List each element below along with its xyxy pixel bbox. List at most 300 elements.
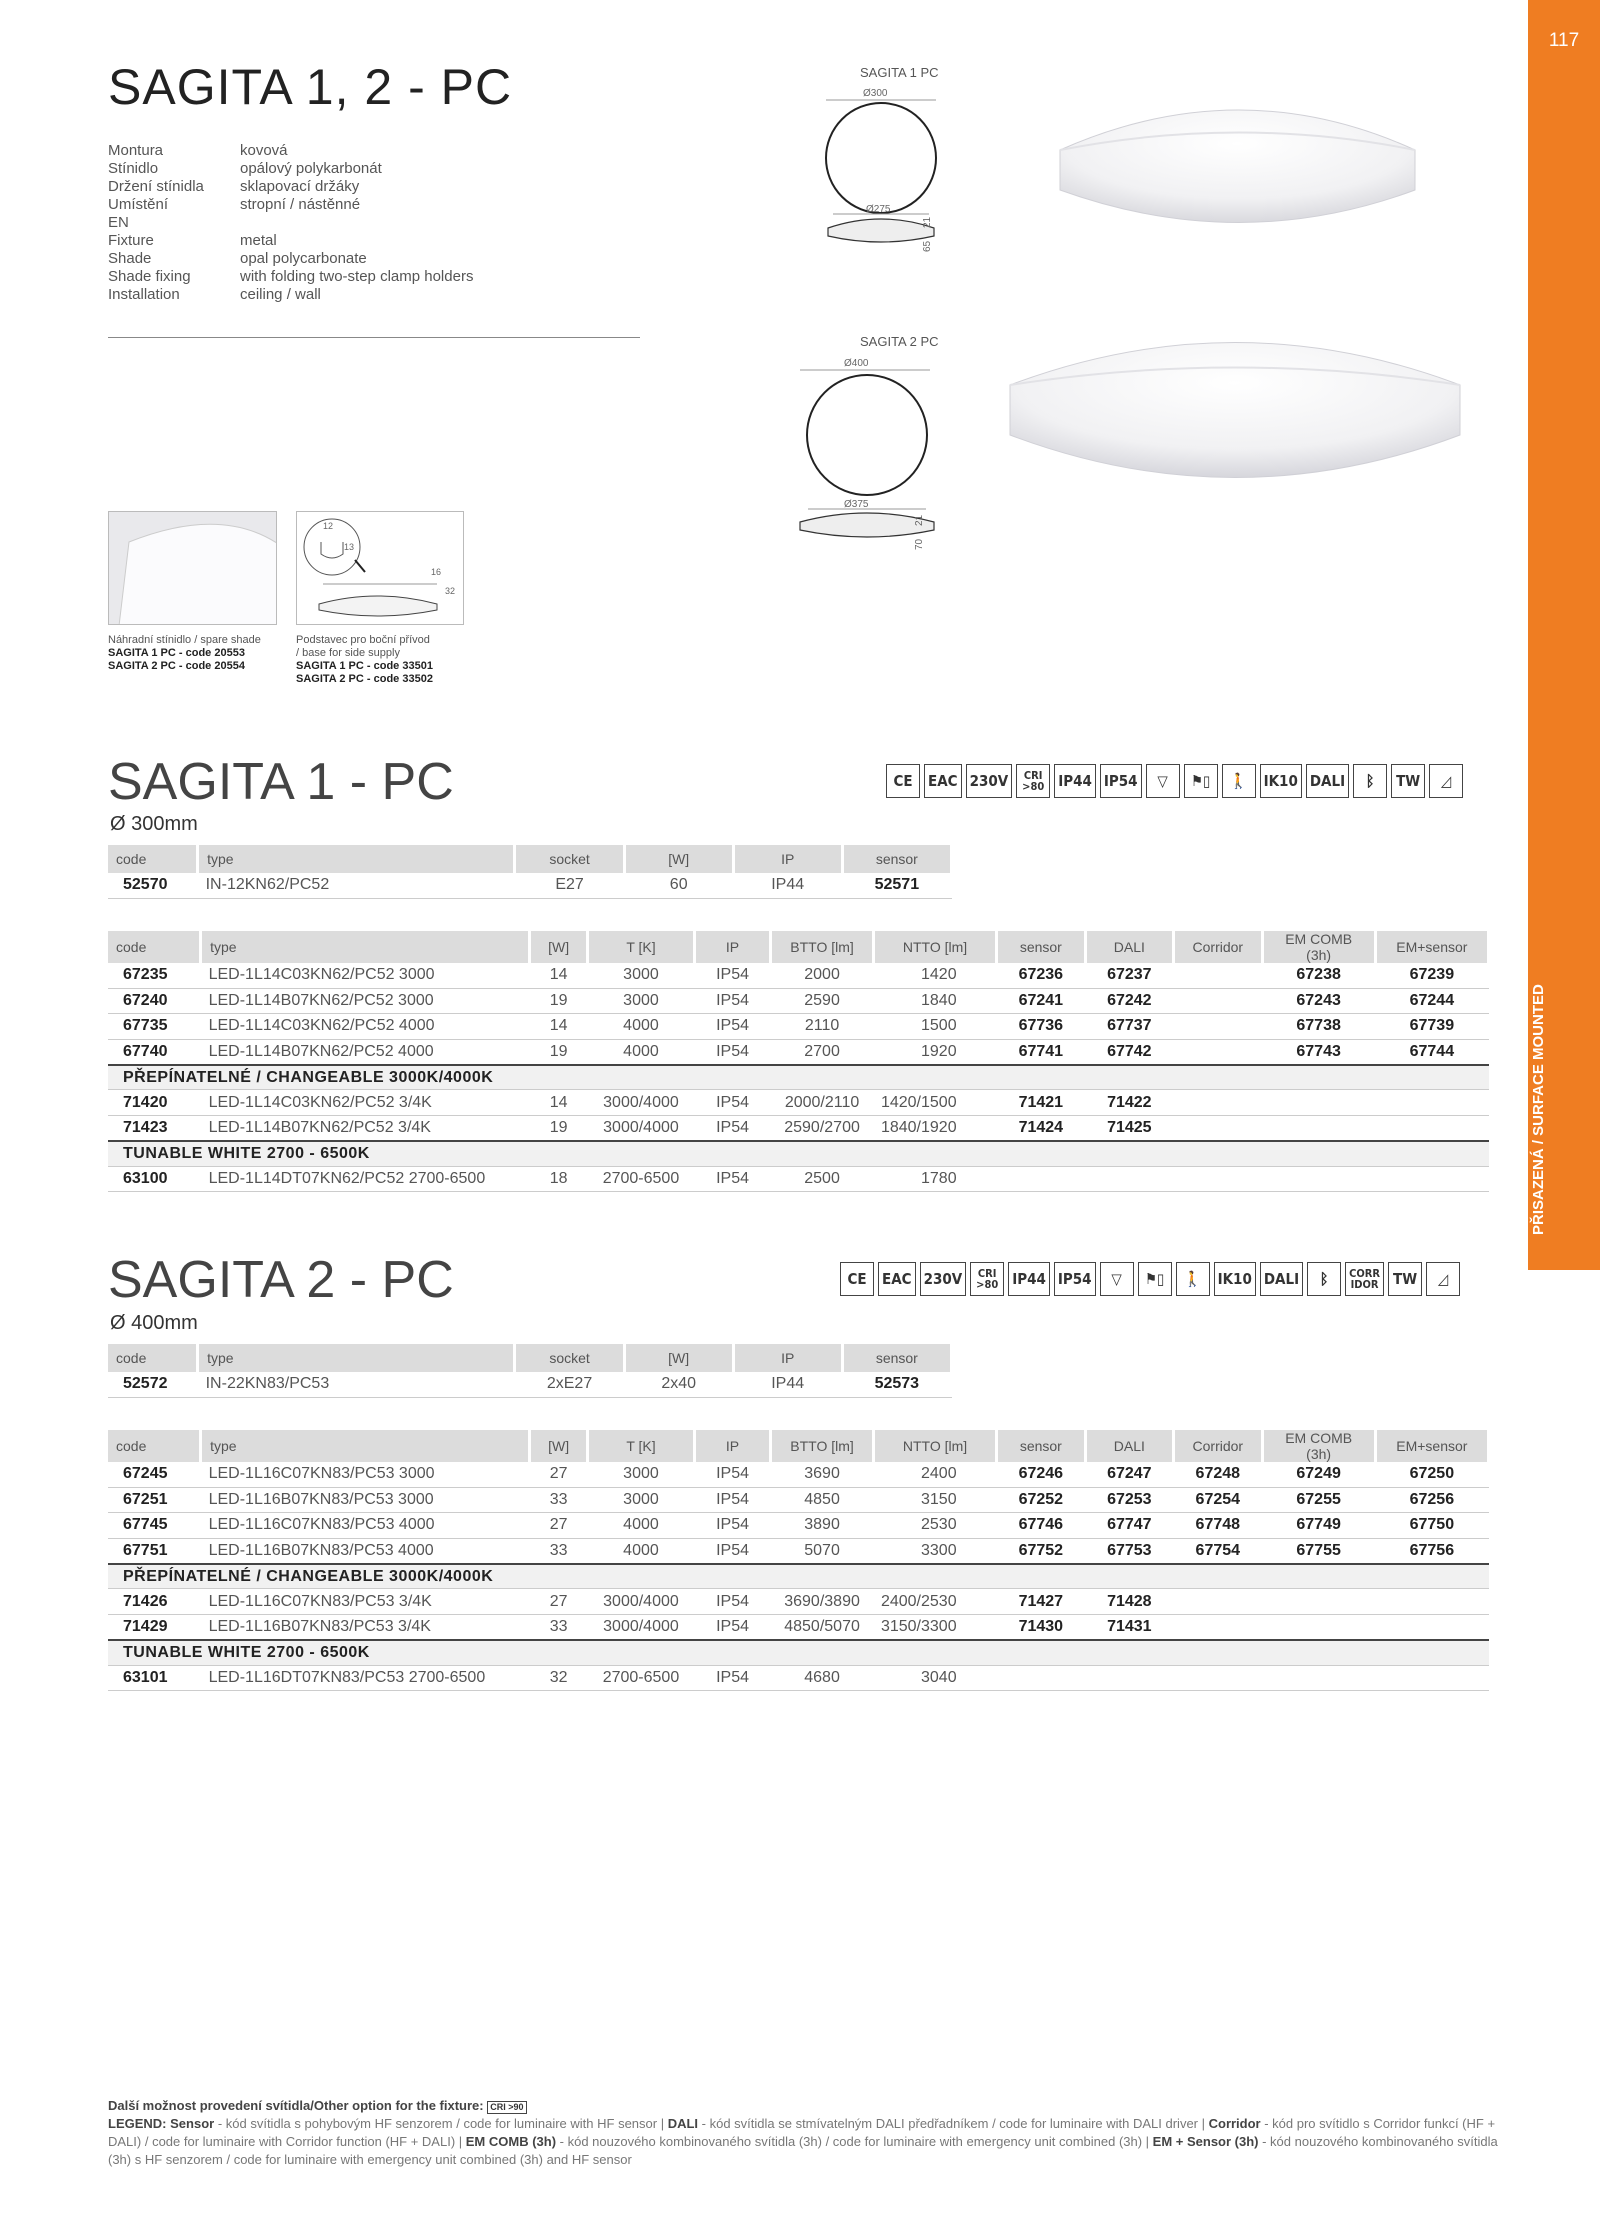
table-cell: [1174, 1589, 1262, 1614]
table-cell: 1500: [874, 1014, 997, 1039]
table-row: [108, 1014, 1489, 1039]
spec-value: with folding two-step clamp holders: [240, 268, 474, 285]
table-cell: 67251: [108, 1487, 201, 1512]
sens-icon: 🚶: [1222, 764, 1256, 798]
column-header: sensor: [997, 1430, 1085, 1462]
table-row: [108, 1513, 1489, 1538]
svg-text:32: 32: [445, 586, 456, 596]
table-cell: IP54: [694, 1166, 770, 1191]
drawing-label-sagita1: SAGITA 1 PC: [860, 65, 939, 80]
table-cell: 14: [530, 963, 588, 988]
table-cell: 63101: [108, 1665, 201, 1690]
table-cell: [1375, 1115, 1488, 1140]
table-cell: 67739: [1375, 1014, 1488, 1039]
table-cell: [1262, 1589, 1375, 1614]
table-cell: IP54: [694, 1487, 770, 1512]
led-table-sagita2: [108, 1430, 1490, 1691]
group-label: TUNABLE WHITE 2700 - 6500K: [108, 1640, 1489, 1665]
ce-icon: CE: [840, 1262, 874, 1296]
table-cell: [1262, 1115, 1375, 1140]
spec-row: [108, 214, 473, 232]
column-header: IP: [694, 931, 770, 963]
ik10-icon: IK10: [1260, 764, 1302, 798]
table-cell: 67735: [108, 1014, 201, 1039]
column-header: IP: [733, 845, 842, 873]
table-cell: [1174, 1614, 1262, 1639]
table-cell: IP54: [694, 1589, 770, 1614]
table-cell: 19: [530, 1039, 588, 1064]
table-row: [108, 1372, 952, 1397]
table-row: [108, 1166, 1489, 1191]
table-cell: 2400: [874, 1462, 997, 1487]
table-cell: 67243: [1262, 988, 1375, 1013]
table-cell: LED-1L14B07KN62/PC52 3/4K: [201, 1115, 530, 1140]
column-header: BTTO [lm]: [771, 1430, 874, 1462]
dim-height-sagita2: 70: [914, 538, 925, 550]
table-cell: 2590/2700: [771, 1115, 874, 1140]
table-cell: 52570: [108, 873, 198, 898]
section-title-sagita2: SAGITA 2 - PC: [108, 1251, 454, 1309]
table-cell: 3000/4000: [587, 1115, 694, 1140]
spec-value: metal: [240, 232, 277, 249]
spec-row: [108, 268, 473, 286]
table-cell: 1420/1500: [874, 1090, 997, 1115]
group-label: PŘEPÍNATELNÉ / CHANGEABLE 3000K/4000K: [108, 1065, 1489, 1090]
table-cell: 3000: [587, 1462, 694, 1487]
base-table-sagita1: [108, 845, 953, 899]
table-cell: 5070: [771, 1538, 874, 1563]
cri-80-icon: CRI >80: [1016, 764, 1050, 798]
230v-icon: 230V: [920, 1262, 967, 1296]
spec-key: Montura: [108, 142, 164, 159]
product-photo-sagita1: [1050, 80, 1430, 250]
table-cell: 67238: [1262, 963, 1375, 988]
table-cell: 67254: [1174, 1487, 1262, 1512]
table-cell: [1375, 1589, 1488, 1614]
section-title-sagita1: SAGITA 1 - PC: [108, 753, 454, 811]
eac-icon: EAC: [878, 1262, 916, 1296]
drawing-sagita1: [810, 84, 950, 264]
table-cell: 67740: [108, 1039, 201, 1064]
table-cell: 18: [530, 1166, 588, 1191]
table-cell: 71422: [1085, 1090, 1173, 1115]
table-row: [108, 1090, 1489, 1115]
table-cell: 67247: [1085, 1462, 1173, 1487]
table-cell: 2700-6500: [587, 1665, 694, 1690]
table-row: [108, 1538, 1489, 1563]
table-cell: LED-1L16DT07KN83/PC53 2700-6500: [201, 1665, 530, 1690]
column-header: Corridor: [1174, 1430, 1262, 1462]
table-cell: 67754: [1174, 1538, 1262, 1563]
page-title: SAGITA 1, 2 - PC: [108, 59, 513, 115]
bt-icon: ᛒ: [1353, 764, 1387, 798]
table-cell: 27: [530, 1513, 588, 1538]
table-cell: IP54: [694, 1039, 770, 1064]
dim-height-sagita1: 65: [922, 240, 933, 252]
spec-key: EN: [108, 214, 129, 231]
table-cell: [1262, 1090, 1375, 1115]
table-cell: [1262, 1665, 1375, 1690]
table-cell: [1174, 988, 1262, 1013]
bt-icon: ᛒ: [1307, 1262, 1341, 1296]
table-cell: 67244: [1375, 988, 1488, 1013]
table-cell: 4680: [771, 1665, 874, 1690]
f-icon: ▽: [1100, 1262, 1134, 1296]
table-cell: 67235: [108, 963, 201, 988]
table-cell: 3040: [874, 1665, 997, 1690]
table-cell: 14: [530, 1090, 588, 1115]
table-cell: LED-1L14C03KN62/PC52 4000: [201, 1014, 530, 1039]
side-supply-base-drawing: [296, 511, 464, 625]
table-cell: LED-1L14C03KN62/PC52 3/4K: [201, 1090, 530, 1115]
table-cell: 3000: [587, 988, 694, 1013]
group-row: [108, 1640, 1489, 1665]
dali-icon: DALI: [1260, 1262, 1303, 1296]
spec-key: Installation: [108, 286, 180, 303]
spec-list: [108, 142, 473, 304]
eac-icon: EAC: [924, 764, 962, 798]
em-icon: ⚑▯: [1184, 764, 1218, 798]
table-cell: 32: [530, 1665, 588, 1690]
table-cell: 1840/1920: [874, 1115, 997, 1140]
table-cell: 67756: [1375, 1538, 1488, 1563]
table-cell: 1420: [874, 963, 997, 988]
spare-shade-image: [108, 511, 277, 625]
diameter-sagita2: Ø 400mm: [110, 1312, 198, 1334]
group-row: [108, 1065, 1489, 1090]
table-cell: 63100: [108, 1166, 201, 1191]
table-cell: 2xE27: [515, 1372, 624, 1397]
table-cell: 3150: [874, 1487, 997, 1512]
table-cell: LED-1L16B07KN83/PC53 3000: [201, 1487, 530, 1512]
column-header: Corridor: [1174, 931, 1262, 963]
table-cell: 3150/3300: [874, 1614, 997, 1639]
ce-icon: CE: [886, 764, 920, 798]
table-cell: [1375, 1614, 1488, 1639]
certification-icons-sagita1: [886, 764, 1463, 798]
dim-height2-sagita1: 21: [922, 216, 933, 228]
table-cell: 60: [624, 873, 733, 898]
column-header: IP: [694, 1430, 770, 1462]
table-cell: 71420: [108, 1090, 201, 1115]
table-cell: 1840: [874, 988, 997, 1013]
table-cell: [1375, 1665, 1488, 1690]
spec-value: opal polycarbonate: [240, 250, 367, 267]
column-header: sensor: [997, 931, 1085, 963]
table-cell: 67242: [1085, 988, 1173, 1013]
column-header: [W]: [530, 1430, 588, 1462]
table-cell: IP54: [694, 1014, 770, 1039]
table-cell: 33: [530, 1487, 588, 1512]
column-header: [W]: [530, 931, 588, 963]
table-cell: 67246: [997, 1462, 1085, 1487]
table-cell: 67742: [1085, 1039, 1173, 1064]
table-cell: 67236: [997, 963, 1085, 988]
table-cell: [1174, 1115, 1262, 1140]
column-header: code: [108, 1430, 201, 1462]
column-header: socket: [515, 845, 624, 873]
table-cell: 3300: [874, 1538, 997, 1563]
table-cell: 71430: [997, 1614, 1085, 1639]
table-cell: [997, 1166, 1085, 1191]
ik10-icon: IK10: [1214, 1262, 1256, 1296]
table-cell: 67750: [1375, 1513, 1488, 1538]
em-icon: ⚑▯: [1138, 1262, 1172, 1296]
legend-footer: Další možnost provedení svítidla/Other option for the fixture: CRI >90 LEGEND: Sensor - kód svítidla s pohybovým HF senzorem / code for luminaire with HF sensor | DALI - kód svítidla se stmívatelným DALI předřadníkem / code for luminaire with DALI driver | Corridor - kód pro svítidlo s Corridor funkcí (HF + DALI) / code for luminaire with Corridor function (HF + DALI) | EM COMB (3h) - kód nouzového kombinovaného svítidla (3h) / code for luminaire with emergency unit combined (3h) | EM + Sensor (3h) - kód nouzového kombinovaného svítidla (3h) s HF senzorem / code for luminaire with emergency unit combined (3h) and HF sensor: [108, 2098, 1498, 2167]
table-cell: 4850: [771, 1487, 874, 1512]
table-cell: [1085, 1665, 1173, 1690]
column-header: socket: [515, 1344, 624, 1372]
table-cell: 1780: [874, 1166, 997, 1191]
column-header: DALI: [1085, 1430, 1173, 1462]
table-cell: [997, 1665, 1085, 1690]
column-header: EM+sensor: [1375, 931, 1488, 963]
table-cell: 33: [530, 1614, 588, 1639]
column-header: sensor: [842, 1344, 951, 1372]
column-header: IP: [733, 1344, 842, 1372]
table-cell: 71423: [108, 1115, 201, 1140]
table-cell: 67745: [108, 1513, 201, 1538]
svg-text:16: 16: [431, 567, 442, 577]
base-table-sagita2: [108, 1344, 953, 1398]
table-cell: 4850/5070: [771, 1614, 874, 1639]
drawing-label-sagita2: SAGITA 2 PC: [860, 334, 939, 349]
table-cell: 19: [530, 988, 588, 1013]
dim-bottom-sagita1: Ø275: [866, 204, 891, 215]
spec-value: opálový polykarbonát: [240, 160, 382, 177]
table-cell: 1920: [874, 1039, 997, 1064]
certification-icons-sagita2: [840, 1262, 1460, 1296]
table-cell: 67737: [1085, 1014, 1173, 1039]
f-icon: ▽: [1146, 764, 1180, 798]
ip54-icon: IP54: [1100, 764, 1142, 798]
product-photo-sagita2: [1000, 320, 1470, 520]
table-cell: 3890: [771, 1513, 874, 1538]
table-cell: 71424: [997, 1115, 1085, 1140]
table-cell: 2000/2110: [771, 1090, 874, 1115]
table-cell: [1262, 1614, 1375, 1639]
table-cell: 2x40: [624, 1372, 733, 1397]
table-cell: IP54: [694, 1538, 770, 1563]
table-cell: IN-22KN83/PC53: [198, 1372, 515, 1397]
table-cell: 67749: [1262, 1513, 1375, 1538]
table-cell: 33: [530, 1538, 588, 1563]
column-header: type: [201, 1430, 530, 1462]
side-supply-base-caption: Podstavec pro boční přívod / base for side supply SAGITA 1 PC - code 33501 SAGITA 2 PC - code 33502: [296, 634, 433, 685]
spec-key: Shade fixing: [108, 268, 191, 285]
table-row: [108, 1115, 1489, 1140]
spec-value: ceiling / wall: [240, 286, 321, 303]
table-cell: IP54: [694, 1513, 770, 1538]
dali-icon: DALI: [1306, 764, 1349, 798]
table-cell: LED-1L16C07KN83/PC53 4000: [201, 1513, 530, 1538]
spec-row: [108, 160, 473, 178]
table-cell: 71428: [1085, 1589, 1173, 1614]
table-cell: 71421: [997, 1090, 1085, 1115]
spec-row: [108, 196, 473, 214]
column-header: code: [108, 1344, 198, 1372]
corr-idor-icon: CORR IDOR: [1345, 1262, 1384, 1296]
table-cell: 67239: [1375, 963, 1488, 988]
table-cell: 2000: [771, 963, 874, 988]
table-cell: 3690: [771, 1462, 874, 1487]
table-cell: 67736: [997, 1014, 1085, 1039]
spare-shade-caption: Náhradní stínidlo / spare shade SAGITA 1 PC - code 20553 SAGITA 2 PC - code 20554: [108, 634, 261, 672]
table-cell: 2500: [771, 1166, 874, 1191]
column-header: NTTO [lm]: [874, 1430, 997, 1462]
table-cell: 67748: [1174, 1513, 1262, 1538]
table-cell: 67741: [997, 1039, 1085, 1064]
sensor-icon: ◿: [1426, 1262, 1460, 1296]
dim-top-sagita2: Ø400: [844, 358, 869, 369]
table-cell: [1262, 1166, 1375, 1191]
table-cell: E27: [515, 873, 624, 898]
table-cell: 67249: [1262, 1462, 1375, 1487]
side-category-label: PC, PMMA, PE PŘISAZENÁ / SURFACE MOUNTED: [1512, 984, 1547, 1235]
table-cell: 19: [530, 1115, 588, 1140]
table-row: [108, 1487, 1489, 1512]
table-cell: 67747: [1085, 1513, 1173, 1538]
table-cell: [1174, 1090, 1262, 1115]
column-header: EM+sensor: [1375, 1430, 1488, 1462]
table-cell: IP54: [694, 1115, 770, 1140]
table-cell: 67252: [997, 1487, 1085, 1512]
spec-row: [108, 178, 473, 196]
column-header: EM COMB (3h): [1262, 931, 1375, 963]
tw-icon: TW: [1391, 764, 1425, 798]
table-cell: 2110: [771, 1014, 874, 1039]
table-row: [108, 1589, 1489, 1614]
spec-row: [108, 142, 473, 160]
ip54-icon: IP54: [1054, 1262, 1096, 1296]
table-row: [108, 1665, 1489, 1690]
svg-text:13: 13: [344, 542, 355, 552]
table-cell: 67751: [108, 1538, 201, 1563]
table-cell: IP54: [694, 1614, 770, 1639]
table-cell: 67250: [1375, 1462, 1488, 1487]
column-header: sensor: [842, 845, 951, 873]
table-cell: 67753: [1085, 1538, 1173, 1563]
table-cell: [1375, 1090, 1488, 1115]
column-header: NTTO [lm]: [874, 931, 997, 963]
table-cell: LED-1L16C07KN83/PC53 3000: [201, 1462, 530, 1487]
spec-row: [108, 232, 473, 250]
spec-key: Držení stínidla: [108, 178, 204, 195]
column-header: EM COMB (3h): [1262, 1430, 1375, 1462]
table-cell: [1174, 1039, 1262, 1064]
table-row: [108, 963, 1489, 988]
ip44-icon: IP44: [1054, 764, 1096, 798]
table-cell: 2700-6500: [587, 1166, 694, 1191]
column-header: [W]: [624, 1344, 733, 1372]
table-cell: 67738: [1262, 1014, 1375, 1039]
table-cell: IP54: [694, 963, 770, 988]
table-cell: 2590: [771, 988, 874, 1013]
table-cell: 67755: [1262, 1538, 1375, 1563]
table-cell: 67752: [997, 1538, 1085, 1563]
table-cell: [1085, 1166, 1173, 1191]
tw-icon: TW: [1388, 1262, 1422, 1296]
column-header: code: [108, 931, 201, 963]
table-cell: 67240: [108, 988, 201, 1013]
table-cell: IP54: [694, 1462, 770, 1487]
column-header: [W]: [624, 845, 733, 873]
column-header: T [K]: [587, 931, 694, 963]
table-cell: 52571: [842, 873, 951, 898]
table-cell: 71425: [1085, 1115, 1173, 1140]
table-cell: IP54: [694, 1665, 770, 1690]
table-cell: 27: [530, 1589, 588, 1614]
table-cell: LED-1L16B07KN83/PC53 3/4K: [201, 1614, 530, 1639]
group-row: [108, 1564, 1489, 1589]
table-cell: IP44: [733, 1372, 842, 1397]
table-cell: 3000: [587, 1487, 694, 1512]
table-cell: 4000: [587, 1039, 694, 1064]
table-cell: 67245: [108, 1462, 201, 1487]
group-label: PŘEPÍNATELNÉ / CHANGEABLE 3000K/4000K: [108, 1564, 1489, 1589]
column-header: type: [201, 931, 530, 963]
table-cell: LED-1L14C03KN62/PC52 3000: [201, 963, 530, 988]
table-cell: 52573: [842, 1372, 951, 1397]
table-cell: 3000/4000: [587, 1614, 694, 1639]
drawing-sagita2: [790, 354, 950, 554]
svg-text:12: 12: [323, 521, 334, 531]
spec-row: [108, 250, 473, 268]
divider: [108, 337, 640, 338]
table-cell: [1375, 1166, 1488, 1191]
table-cell: 67743: [1262, 1039, 1375, 1064]
table-cell: IP54: [694, 988, 770, 1013]
table-cell: [1174, 963, 1262, 988]
dim-top-sagita1: Ø300: [863, 88, 888, 99]
table-cell: 52572: [108, 1372, 198, 1397]
table-cell: 67256: [1375, 1487, 1488, 1512]
led-table-sagita1: [108, 931, 1490, 1192]
column-header: T [K]: [587, 1430, 694, 1462]
table-cell: 3690/3890: [771, 1589, 874, 1614]
table-cell: 14: [530, 1014, 588, 1039]
table-cell: 67746: [997, 1513, 1085, 1538]
table-row: [108, 988, 1489, 1013]
sensor-icon: ◿: [1429, 764, 1463, 798]
table-cell: 71431: [1085, 1614, 1173, 1639]
table-cell: [1174, 1014, 1262, 1039]
table-cell: LED-1L14B07KN62/PC52 4000: [201, 1039, 530, 1064]
table-cell: 67248: [1174, 1462, 1262, 1487]
table-cell: IP54: [694, 1090, 770, 1115]
table-row: [108, 873, 952, 898]
diameter-sagita1: Ø 300mm: [110, 813, 198, 835]
table-cell: 4000: [587, 1014, 694, 1039]
table-cell: 27: [530, 1462, 588, 1487]
cri-80-icon: CRI >80: [970, 1262, 1004, 1296]
table-cell: LED-1L16B07KN83/PC53 4000: [201, 1538, 530, 1563]
table-row: [108, 1462, 1489, 1487]
table-cell: 71427: [997, 1589, 1085, 1614]
spec-value: sklapovací držáky: [240, 178, 360, 195]
table-cell: LED-1L14DT07KN62/PC52 2700-6500: [201, 1166, 530, 1191]
table-cell: 3000/4000: [587, 1090, 694, 1115]
group-label: TUNABLE WHITE 2700 - 6500K: [108, 1141, 1489, 1166]
column-header: type: [198, 845, 515, 873]
column-header: DALI: [1085, 931, 1173, 963]
230v-icon: 230V: [966, 764, 1013, 798]
dim-bottom-sagita2: Ø375: [844, 499, 869, 510]
table-cell: IN-12KN62/PC52: [198, 873, 515, 898]
table-cell: 3000: [587, 963, 694, 988]
spec-key: Stínidlo: [108, 160, 159, 177]
table-cell: 71429: [108, 1614, 201, 1639]
